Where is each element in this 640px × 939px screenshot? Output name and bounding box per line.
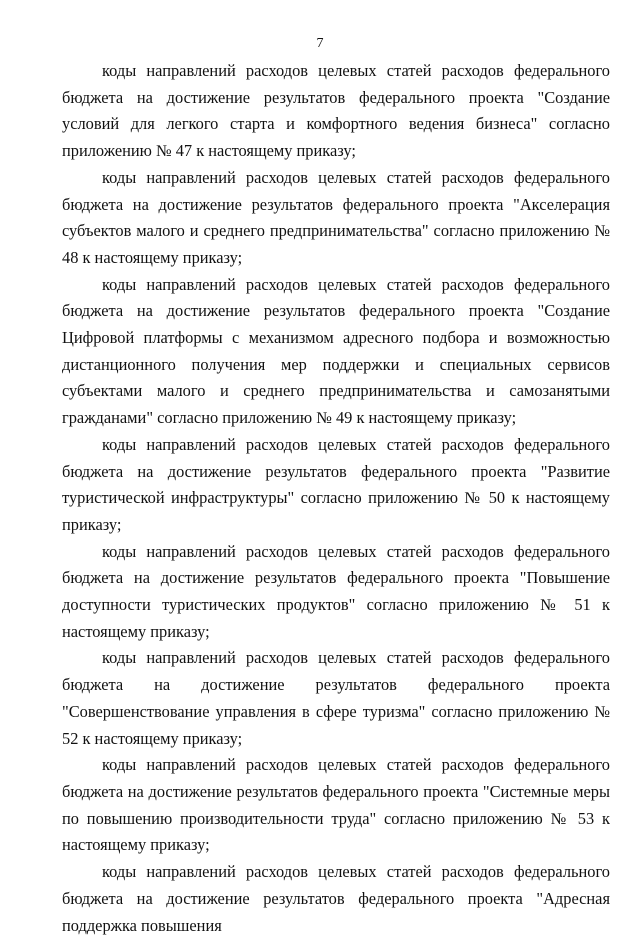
paragraph-appendix-52: коды направлений расходов целевых статей расходов федерального бюджета на достижение результатов федерального проекта "Совершенствование управления в сфере туризма" согласно приложению № 52 к настоящему приказу; — [62, 648, 610, 748]
paragraph-appendix-47: коды направлений расходов целевых статей расходов федерального бюджета на достижение результатов федерального проекта "Создание условий для легкого старта и комфортного ведения бизнеса" согласно приложению № 47 к настоящему приказу; — [62, 61, 610, 161]
document-body — [62, 58, 610, 939]
paragraph-appendix-49: коды направлений расходов целевых статей расходов федерального бюджета на достижение результатов федерального проекта "Создание Цифровой платформы с механизмом адресного подбора и возможностью дистанционного получения мер поддержки и специальных сервисов субъектами малого и среднего предпринимательства и самозанятыми гражданами" согласно приложению № 49 к настоящему приказу; — [62, 274, 610, 428]
paragraph-appendix-53: коды направлений расходов целевых статей расходов федерального бюджета на достижение результатов федерального проекта "Системные меры по повышению производительности труда" согласно приложению № 53 к настоящему приказу; — [62, 755, 610, 855]
paragraph-appendix-48: коды направлений расходов целевых статей расходов федерального бюджета на достижение результатов федерального проекта "Акселерация субъектов малого и среднего предпринимательства" согласно приложению № 48 к настоящему приказу; — [62, 167, 610, 267]
page-number: 7 — [316, 36, 324, 51]
paragraph-appendix-50: коды направлений расходов целевых статей расходов федерального бюджета на достижение результатов федерального проекта "Развитие туристической инфраструктуры" согласно приложению № 50 к настоящему приказу; — [62, 434, 610, 534]
paragraph-continued: коды направлений расходов целевых статей расходов федерального бюджета на достижение результатов федерального проекта "Адресная поддержка повышения — [62, 862, 610, 935]
paragraph-appendix-51: коды направлений расходов целевых статей расходов федерального бюджета на достижение результатов федерального проекта "Повышение доступности туристических продуктов" согласно приложению № 51 к настоящему приказу; — [62, 541, 610, 641]
